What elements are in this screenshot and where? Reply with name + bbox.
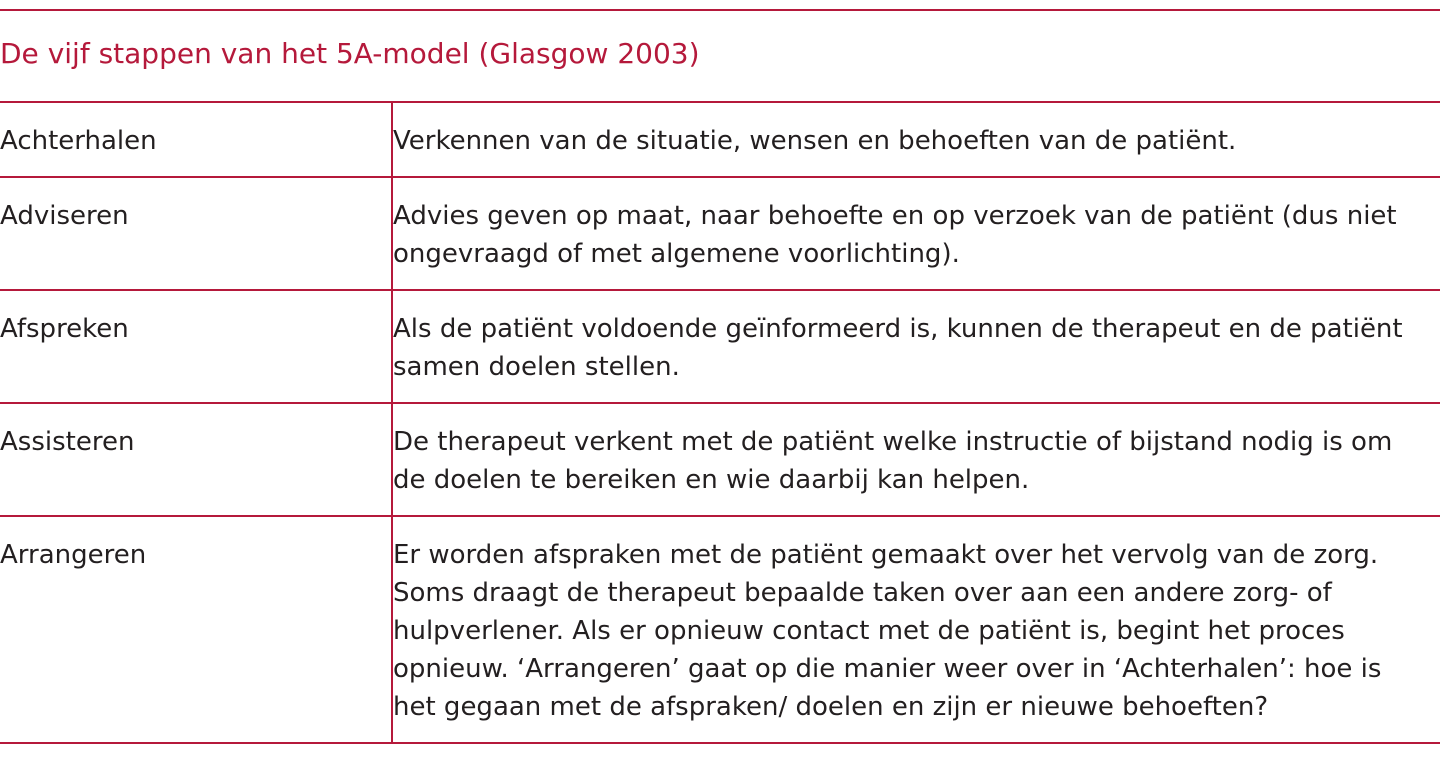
step-description-line: samen doelen stellen. <box>393 352 680 382</box>
step-description-cell <box>392 177 1440 290</box>
step-description-line: het gegaan met de afspraken/ doelen en zijn er nieuwe behoeften? <box>393 692 1269 722</box>
step-description-cell <box>392 516 1440 743</box>
step-term-cell <box>0 516 392 743</box>
step-term-cell <box>0 177 392 290</box>
step-description-line: ongevraagd of met algemene voorlichting). <box>393 239 960 269</box>
step-term: Arrangeren <box>0 540 147 570</box>
step-description-line: opnieuw. ‘Arrangeren’ gaat op die manier weer over in ‘Achterhalen’: hoe is <box>393 654 1382 684</box>
step-description-line: de doelen te bereiken en wie daarbij kan helpen. <box>393 465 1030 495</box>
step-description-line: hulpverlener. Als er opnieuw contact met de patiënt is, begint het proces <box>393 616 1345 646</box>
table-row <box>0 403 1440 516</box>
step-description-line: Advies geven op maat, naar behoefte en op verzoek van de patiënt (dus niet <box>393 201 1397 231</box>
step-description-line: Soms draagt de therapeut bepaalde taken over aan een andere zorg- of <box>393 578 1332 608</box>
table-row <box>0 102 1440 177</box>
table-row <box>0 290 1440 403</box>
table-row <box>0 516 1440 743</box>
step-term-cell <box>0 102 392 177</box>
top-rule <box>0 9 1440 11</box>
step-description-cell <box>392 290 1440 403</box>
table-row <box>0 177 1440 290</box>
step-term: Afspreken <box>0 314 129 344</box>
step-term: Assisteren <box>0 427 135 457</box>
step-term-cell <box>0 403 392 516</box>
step-term-cell <box>0 290 392 403</box>
table-title: De vijf stappen van het 5A-model (Glasgow 2003) <box>0 37 700 70</box>
step-description-line: Er worden afspraken met de patiënt gemaakt over het vervolg van de zorg. <box>393 540 1379 570</box>
step-description-line: Verkennen van de situatie, wensen en behoeften van de patiënt. <box>393 126 1237 156</box>
step-description-line: Als de patiënt voldoende geïnformeerd is, kunnen de therapeut en de patiënt <box>393 314 1403 344</box>
step-description-cell <box>392 403 1440 516</box>
steps-table <box>0 101 1440 744</box>
step-description-cell <box>392 102 1440 177</box>
step-description-line: De therapeut verkent met de patiënt welke instructie of bijstand nodig is om <box>393 427 1393 457</box>
step-term: Adviseren <box>0 201 129 231</box>
step-term: Achterhalen <box>0 126 157 156</box>
